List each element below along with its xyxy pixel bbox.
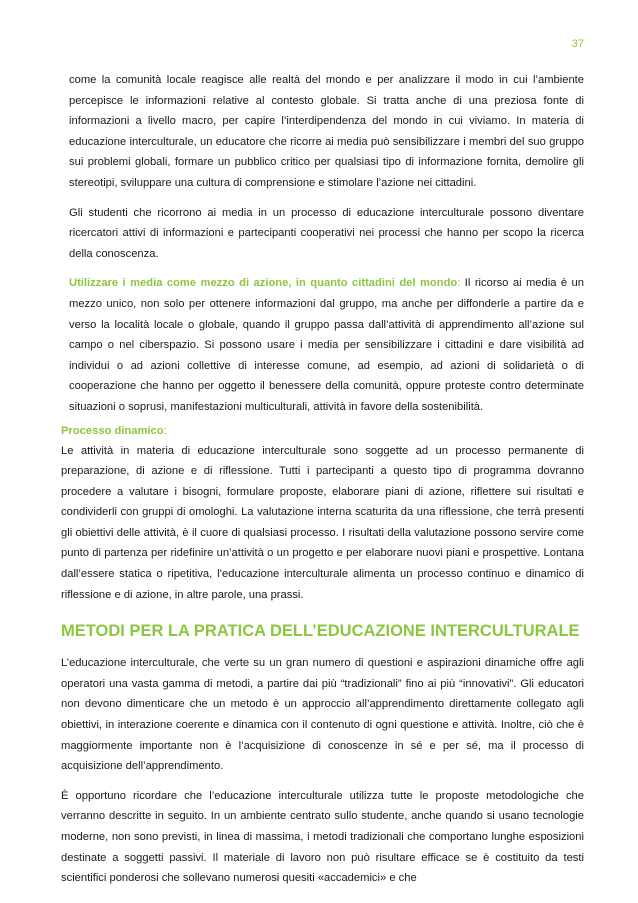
section-heading: METODI PER LA PRATICA DELL’EDUCAZIONE INTERCULTURALE [61, 622, 580, 641]
media-action-label: Utilizzare i media come mezzo di azione, in quanto cittadini del mondo [69, 277, 458, 290]
paragraph-students-researchers: Gli studenti che ricorrono ai media in un processo di educazione interculturale possono diventare ricercatori attivi di informazioni e partecipanti cooperativi nei processi che hanno per scopo la ricerca della conoscenza. [69, 206, 584, 260]
media-action-colon: : [457, 277, 461, 290]
page-number: 37 [571, 38, 584, 50]
dynamic-process-subheading [61, 422, 584, 441]
dynamic-process-label: Processo dinamico [61, 424, 164, 437]
media-action-text: Il ricorso ai media è un mezzo unico, non solo per ottenere informazioni dal gruppo, ma anche per diffonderle a partire da e verso la località locale o globale, quando il gruppo passa dall’attività di apprendimento all’azione sul campo o nel ciberspazio. Si possono usare i media per sensibilizzare i cittadini e dare visibilità ad individui o ad azioni collettive di interesse comune, ad esempio, ad azioni di solidarietà o di cooperazione che hanno per oggetto il benessere della comunità, oppure proteste contro determinate situazioni o soprusi, manifestazioni multiculturali, attività in favore della sostenibilità. [69, 277, 585, 413]
paragraph-media-action [61, 273, 584, 417]
paragraph-dynamic-process: Le attività in materia di educazione interculturale sono soggette ad un processo permanente di preparazione, di azione e di riflessione. Tutti i partecipanti a questo tipo di programma dovranno procedere a valutare i bisogni, formulare proposte, elaborare piani di azione, riflettere sui risultati e condividerli con gruppi di omologhi. La valutazione interna scaturita da una riflessione, che terrà presenti gli obiettivi delle attività, è il cuore di qualsiasi processo. I risultati della valutazione possono servire come punto di partenza per ridefinire un’attività o un progetto e per elaborare nuovi piani e prospettive. Lontana dall’essere statica o ripetitiva, l’educazione interculturale alimenta un processo continuo e dinamico di riflessione e di azione, in altre parole, una prassi. [61, 444, 584, 601]
paragraph-methodological-proposals: È opportuno ricordare che l’educazione interculturale utilizza tutte le proposte metodologiche che verranno descritte in seguito. In un ambiente centrato sullo studente, anche quando si usano tecnologie moderne, non sono previsti, in linea di massima, i metodi tradizionali che comportano lunghe esposizioni destinate a soggetti passivi. Il materiale di lavoro non può risultare efficace se è costituito da testi scientifici ponderosi che sollevano numerosi quesiti «accademici» e che [61, 789, 584, 885]
paragraph-media-analysis: come la comunità locale reagisce alle realtà del mondo e per analizzare il modo in cui l’ambiente percepisce le informazioni relative al contesto globale. Si tratta anche di una preziosa fonte di informazioni a livello macro, per capire l’interdipendenza del mondo in cui viviamo. In materia di educazione interculturale, un educatore che ricorre ai media può sensibilizzare i membri del suo gruppo sui problemi globali, formare un pubblico critico per qualsiasi tipo di informazione fornita, demolire gli stereotipi, sviluppare una cultura di comprensione e stimolare l’azione nei cittadini. [69, 74, 584, 189]
paragraph-methods: L’educazione interculturale, che verte su un gran numero di questioni e aspirazioni dinamiche offre agli operatori una vasta gamma di metodi, a partire dai più “tradizionali” fino ai più “innovativi”. Gli educatori non devono dimenticare che un metodo è un approccio all’apprendimento direttamente collegato agli obiettivi, in interazione coerente e dinamica con il contenuto di ogni questione e attività. Inoltre, ciò che è maggiormente importante non è l’acquisizione di conoscenze in sé e per sé, ma il processo di acquisizione dell’apprendimento. [61, 657, 584, 773]
page-body [61, 70, 584, 889]
dynamic-process-colon: : [163, 424, 167, 437]
